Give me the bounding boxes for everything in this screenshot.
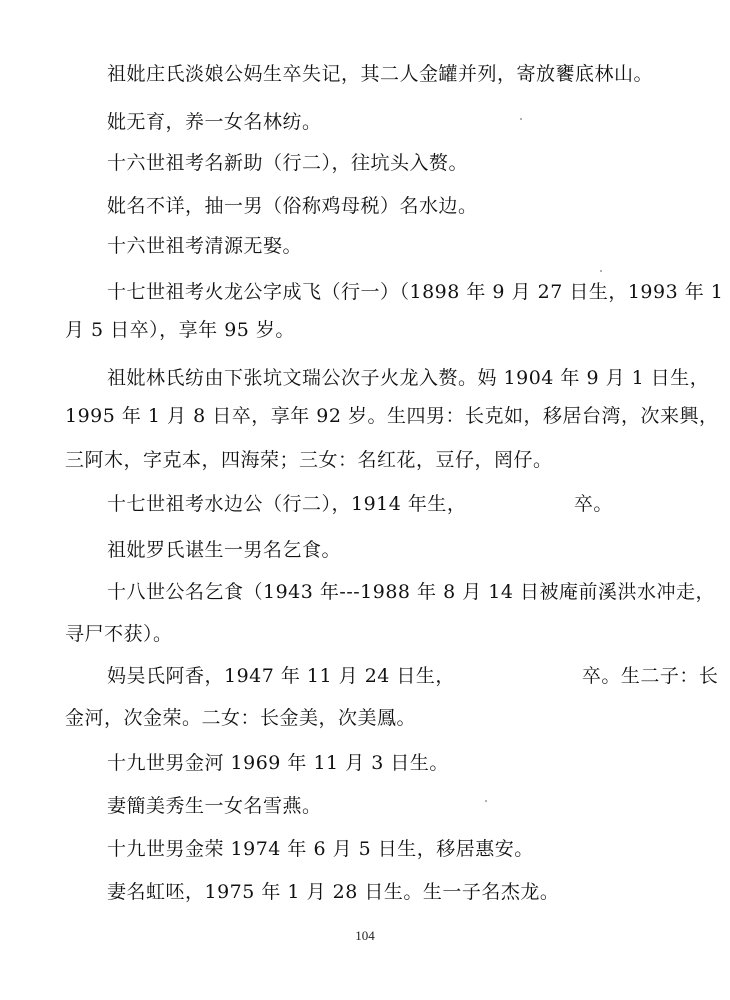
text-line: 三阿木，字克本，四海荣；三女：名红花，豆仔，罔仔。 [65,449,553,471]
text-line: 妻簡美秀生一女名雪燕。 [107,795,322,817]
text-line: 十八世公名乞食（1943 年---1988 年 8 月 14 日被庵前溪洪水冲走， [107,581,715,603]
text-line: 寻尸不获）。 [65,623,173,645]
text-line: 1995 年 1 月 8 日卒，享年 92 岁。生四男：长克如，移居台湾，次来興， [65,405,719,427]
text-line: 祖妣庄氏淡娘公妈生卒失记，其二人金罐并列，寄放饔底林山。 [107,63,654,85]
text-line: 十九世男金荣 1974 年 6 月 5 日生，移居惠安。 [107,838,534,860]
text-line: 妣无育，养一女名林纺。 [107,111,322,133]
scan-speck [520,118,522,120]
text-line: 妈吴氏阿香，1947 年 11 月 24 日生， 卒。生二子：长 [107,665,719,687]
text-line: 金河，次金荣。二女：长金美，次美鳳。 [65,707,417,729]
text-line: 妻名虹呸，1975 年 1 月 28 日生。生一子名杰龙。 [107,881,560,903]
text-line: 十九世男金河 1969 年 11 月 3 日生。 [107,752,449,774]
text-line: 祖妣罗氏谌生一男名乞食。 [107,539,342,561]
text-line: 妣名不详，抽一男（俗称鸡母税）名水边。 [107,195,478,217]
scan-speck [485,800,487,802]
scan-speck [600,270,602,272]
text-line: 十七世祖考火龙公字成飞（行一）（1898 年 9 月 27 日生，1993 年 1 [107,281,724,303]
text-line: 十六世祖考名新助（行二），往坑头入赘。 [107,152,469,174]
page-number: 104 [355,928,375,943]
text-line: 十六世祖考清源无娶。 [107,235,303,257]
text-line: 月 5 日卒），享年 95 岁。 [65,319,295,341]
text-line: 十七世祖考水边公（行二），1914 年生， 卒。 [107,493,613,515]
text-line: 祖妣林氏纺由下张坑文瑞公次子火龙入赘。妈 1904 年 9 月 1 日生， [107,367,710,389]
